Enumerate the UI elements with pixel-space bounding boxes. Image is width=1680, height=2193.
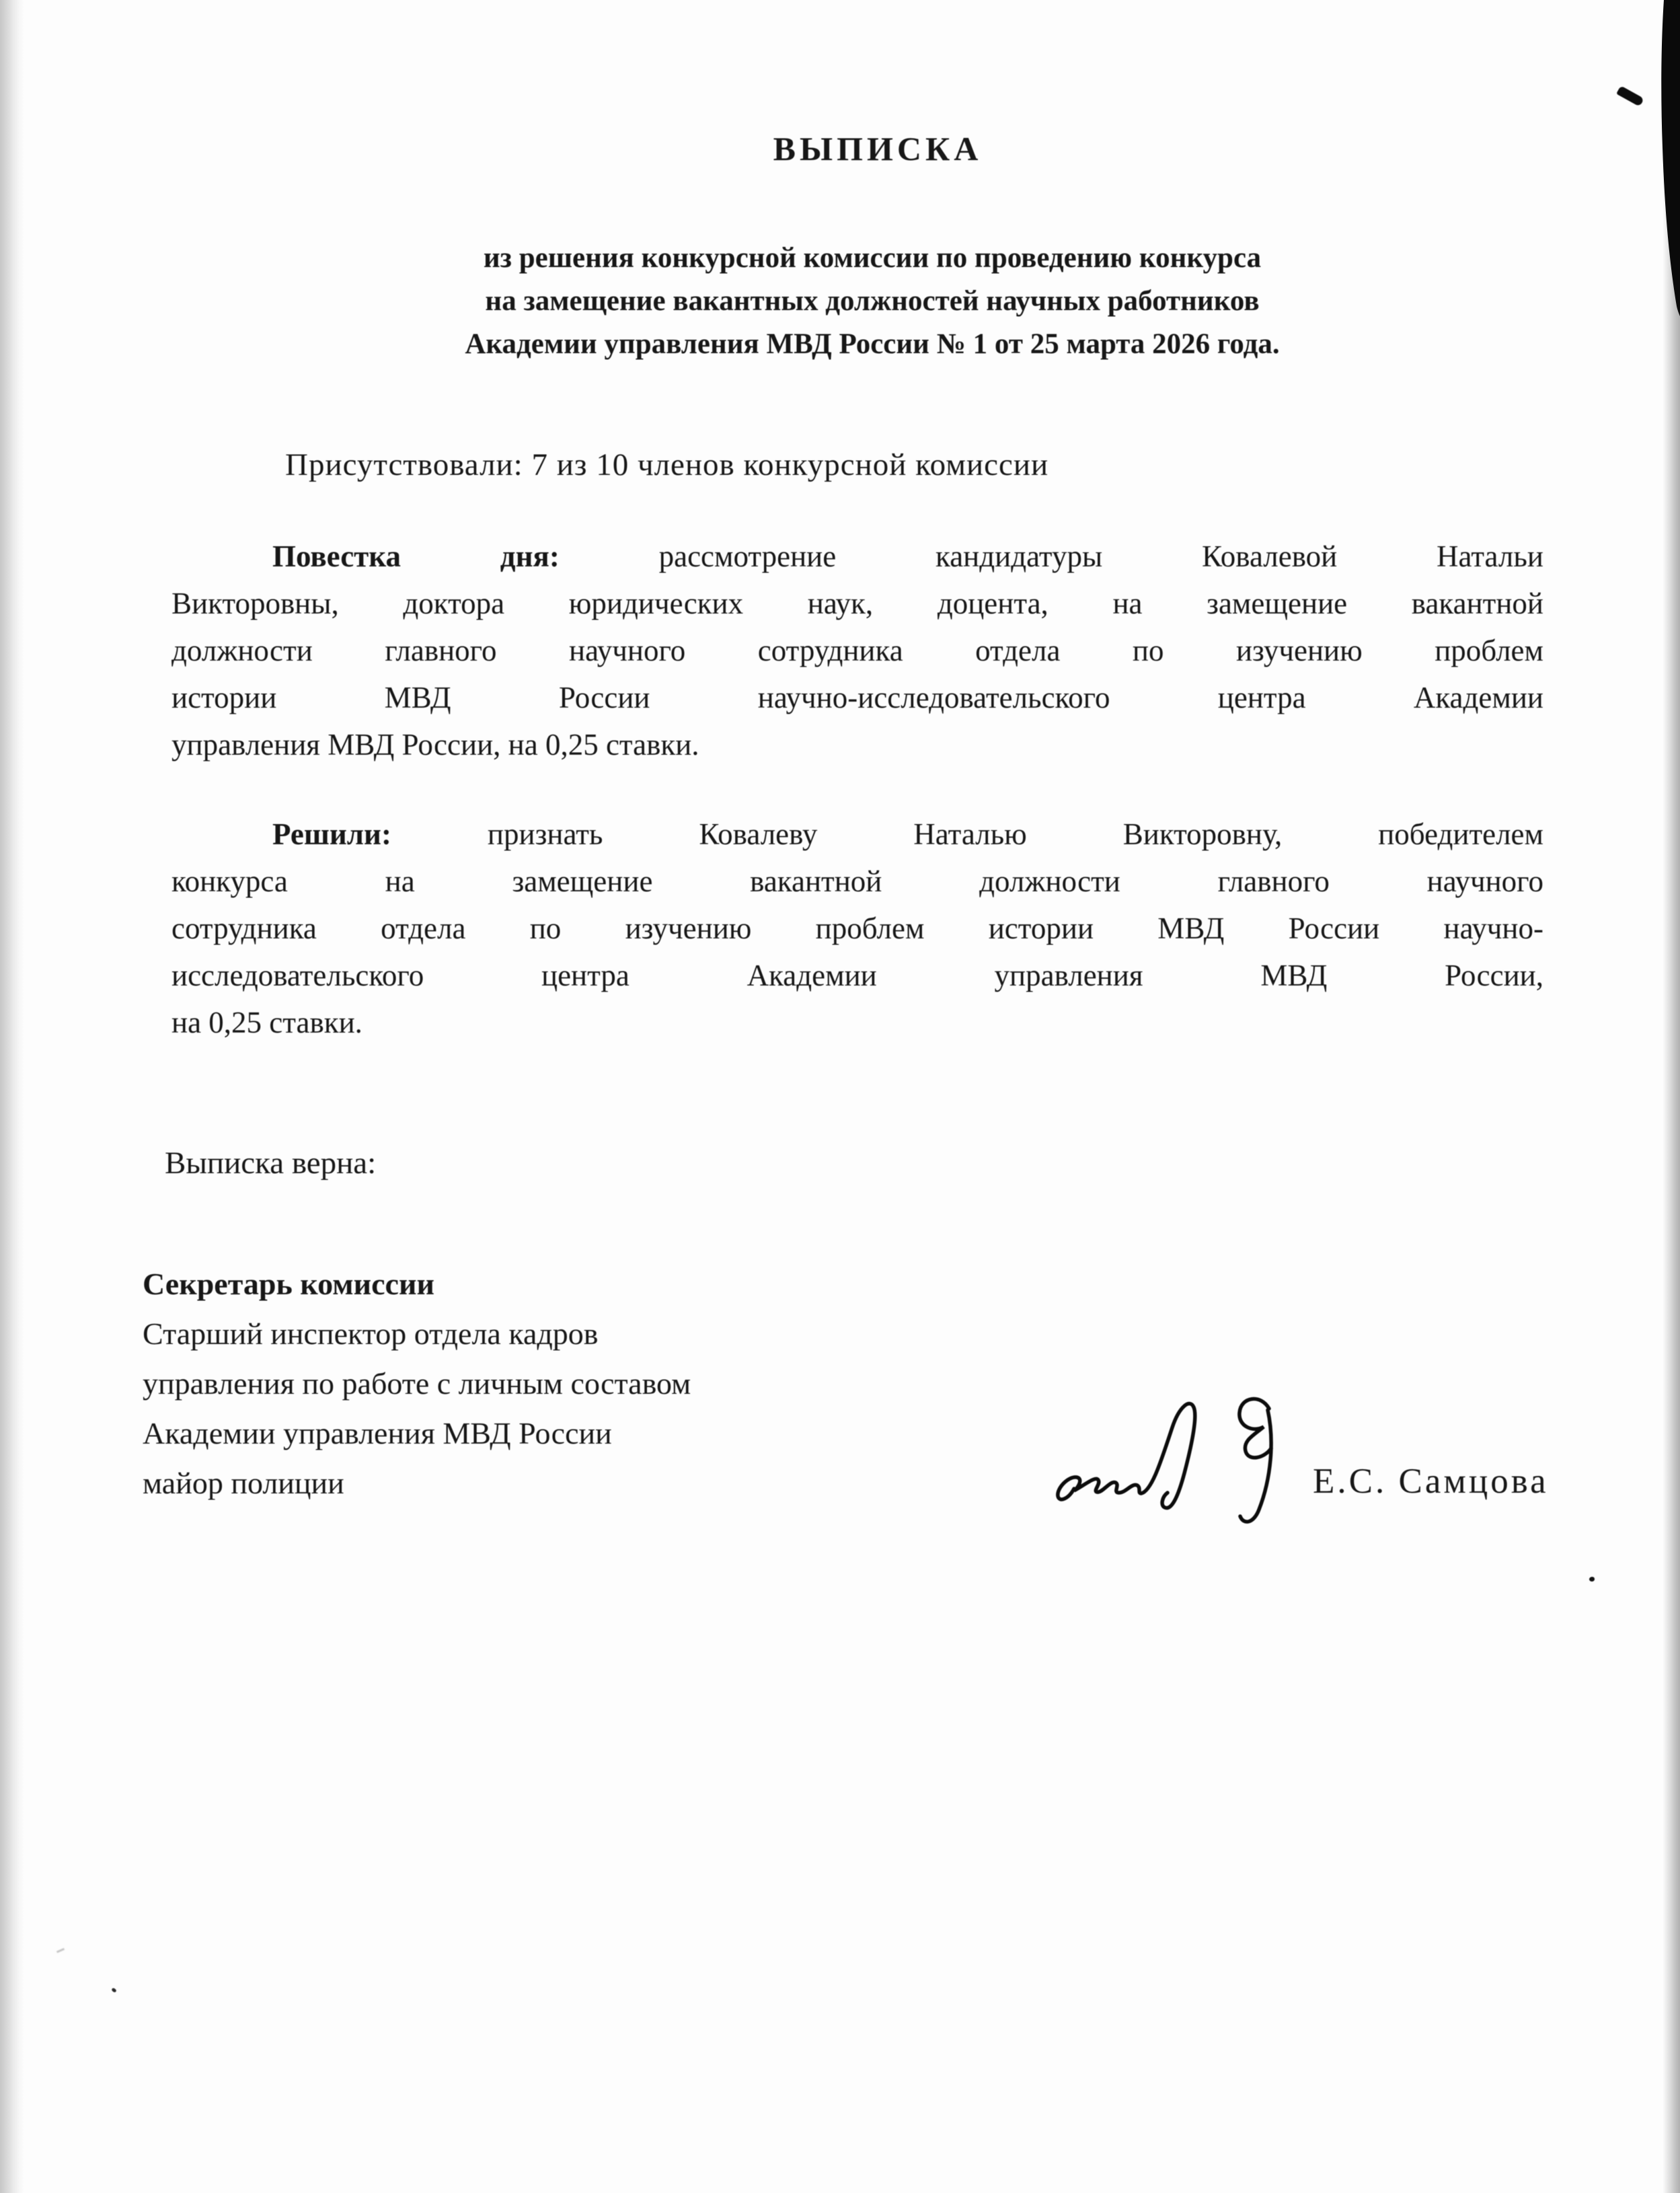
certification-line: Выписка верна: bbox=[165, 1146, 377, 1181]
resolution-line: сотрудника отдела по изучению проблем истории МВД России научно- bbox=[171, 912, 1543, 945]
resolution-label: Решили: bbox=[272, 817, 391, 851]
agenda-line bbox=[171, 533, 1543, 580]
signatory-role-line: майор полиции bbox=[143, 1466, 344, 1500]
agenda-text: рассмотрение кандидатуры Ковалевой Натальи bbox=[658, 540, 1543, 573]
resolution-line: конкурса на замещение вакантной должности главного научного bbox=[171, 864, 1543, 898]
attendance-line: Присутствовали: 7 из 10 членов конкурсной комиссии bbox=[285, 447, 1049, 482]
subtitle-line: Академии управления МВД России № 1 от 25 марта 2026 года. bbox=[465, 328, 1280, 360]
agenda-label: Повестка дня: bbox=[272, 540, 560, 573]
signatory-role-line: Старший инспектор отдела кадров bbox=[143, 1316, 599, 1351]
agenda-line: истории МВД России научно-исследовательского центра Академии bbox=[171, 681, 1543, 714]
agenda-line: Викторовны, доктора юридических наук, доцента, на замещение вакантной bbox=[171, 587, 1543, 620]
resolution-line: исследовательского центра Академии управления МВД России, bbox=[171, 959, 1543, 992]
signatory-name: Е.С. Самцова bbox=[1313, 1462, 1549, 1501]
subtitle-line: на замещение вакантных должностей научных работников bbox=[485, 285, 1260, 317]
handwritten-signature-icon bbox=[1039, 1378, 1362, 1532]
resolution-line: на 0,25 ставки. bbox=[171, 1006, 362, 1039]
signatory-role-line: управления по работе с личным составом bbox=[143, 1366, 691, 1401]
document-title: ВЫПИСКА bbox=[773, 130, 983, 168]
agenda-line: управления МВД России, на 0,25 ставки. bbox=[171, 728, 699, 761]
resolution-line bbox=[171, 811, 1543, 858]
agenda-line: должности главного научного сотрудника отдела по изучению проблем bbox=[171, 634, 1543, 667]
document-subtitle bbox=[135, 237, 1545, 366]
signatory-role-line: Академии управления МВД России bbox=[143, 1416, 612, 1450]
signatory-role-block bbox=[143, 1259, 691, 1508]
resolution-text: признать Ковалеву Наталью Викторовну, победителем bbox=[487, 817, 1543, 851]
subtitle-line: из решения конкурсной комиссии по проведению конкурса bbox=[483, 242, 1262, 274]
signatory-role-line: Секретарь комиссии bbox=[143, 1267, 434, 1301]
resolution-paragraph bbox=[171, 811, 1543, 1046]
agenda-paragraph bbox=[171, 533, 1543, 768]
